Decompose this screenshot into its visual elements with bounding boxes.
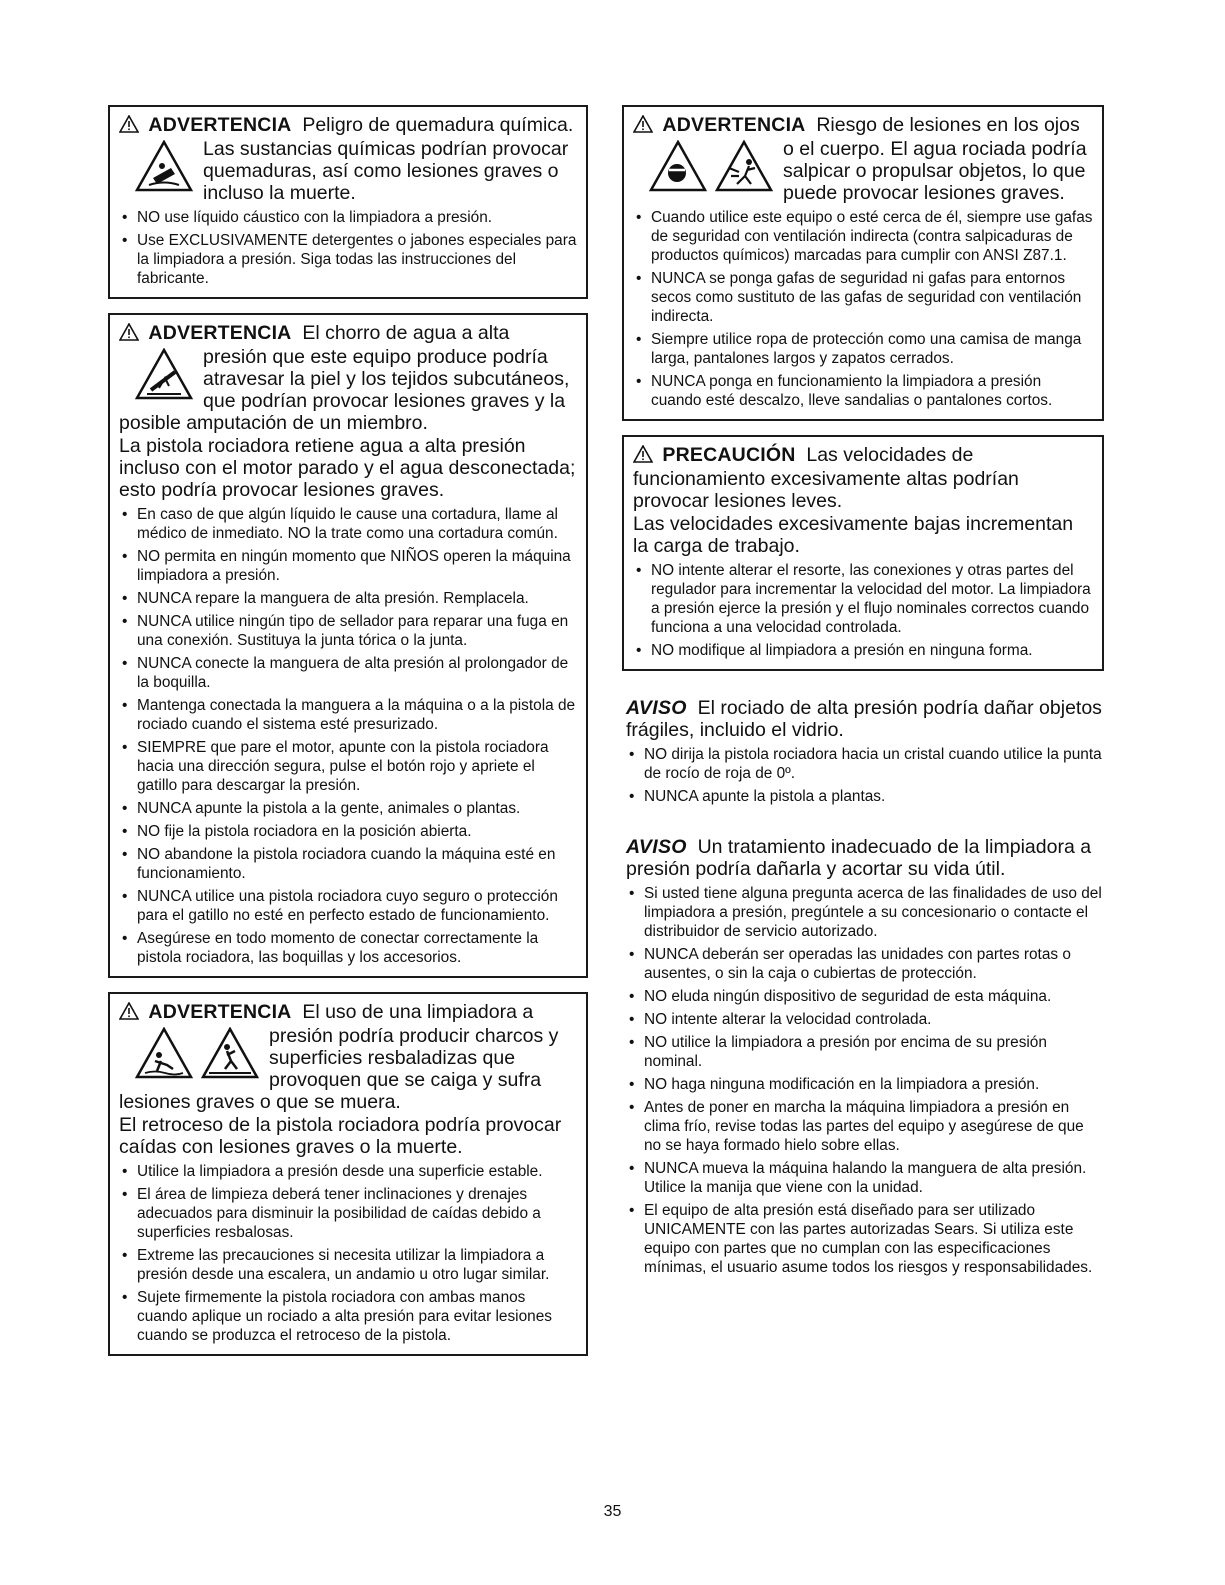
- fall-hazard-icon: [201, 1027, 259, 1079]
- chemical-burn-icon: [135, 140, 193, 192]
- notice-list: [626, 884, 1104, 1277]
- list-item: • Use EXCLUSIVAMENTE detergentes o jabones especiales para la limpiadora a presión. Siga todas las instrucciones del fabricante.: [119, 231, 577, 288]
- list-item: • NUNCA ponga en funcionamiento la limpiadora a presión cuando esté descalzo, lleve sandalias o pantalones cortos.: [633, 372, 1093, 410]
- notice-fragile-objects: [626, 697, 1104, 806]
- signal-word: PRECAUCIÓN: [662, 444, 796, 466]
- warning-list: [633, 208, 1093, 410]
- list-item: • Si usted tiene alguna pregunta acerca de las finalidades de uso del limpiadora a presión, pregúntele a su concesionario o contacte el distribuidor de servicio autorizado.: [626, 884, 1104, 941]
- list-item: • NUNCA apunte la pistola a plantas.: [626, 787, 1104, 806]
- warning-high-pressure-jet: [108, 313, 588, 978]
- list-item: • NO intente alterar la velocidad controlada.: [626, 1010, 1104, 1029]
- caution-title: Las velocidades de: [806, 444, 974, 466]
- list-item: • El área de limpieza deberá tener inclinaciones y drenajes adecuados para disminuir la posibilidad de caídas debido a superficies resbalosas.: [119, 1185, 577, 1242]
- hazard-icons: [135, 348, 193, 400]
- warning-list: [119, 208, 577, 288]
- list-item: • Siempre utilice ropa de protección como una camisa de manga larga, pantalones largos y zapatos cerrados.: [633, 330, 1093, 368]
- list-item: • NO abandone la pistola rociadora cuando la máquina esté en funcionamiento.: [119, 845, 577, 883]
- warning-paragraph: La pistola rociadora retiene agua a alta presión incluso con el motor parado y el agua desconectada; esto podría provocar lesiones graves.: [119, 435, 576, 501]
- notice-title: Un tratamiento inadecuado de la limpiadora a presión podría dañarla y acortar su vida útil.: [626, 836, 1092, 880]
- hazard-icons: [135, 1027, 259, 1079]
- warning-header: [119, 1001, 577, 1025]
- list-item: • NO eluda ningún dispositivo de seguridad de esta máquina.: [626, 987, 1104, 1006]
- warning-triangle-icon: [119, 1002, 139, 1025]
- list-item: • NO utilice la limpiadora a presión por encima de su presión nominal.: [626, 1033, 1104, 1071]
- list-item: • Asegúrese en todo momento de conectar correctamente la pistola rociadora, las boquillas y los accesorios.: [119, 929, 577, 967]
- list-item: • NO fije la pistola rociadora en la posición abierta.: [119, 822, 577, 841]
- list-item: • Cuando utilice este equipo o esté cerca de él, siempre use gafas de seguridad con ventilación indirecta (contra salpicaduras de productos químicos) marcadas para cumplir con ANSI Z87.1.: [633, 208, 1093, 265]
- notice-title: El rociado de alta presión podría dañar objetos frágiles, incluido el vidrio.: [626, 697, 1102, 741]
- warning-text: presión que este equipo produce podría atravesar la piel y los tejidos subcutáneos, que podrían provocar lesiones graves y la posible amputación de un miembro.: [119, 346, 570, 434]
- warning-list: [119, 1162, 577, 1345]
- right-column: [622, 105, 1104, 1281]
- warning-triangle-icon: [633, 115, 653, 138]
- warning-slippery-surfaces: [108, 992, 588, 1356]
- left-column: [108, 105, 588, 1370]
- warning-text: o el cuerpo. El agua rociada podría salpicar o propulsar objetos, lo que puede provocar lesiones graves.: [783, 138, 1087, 204]
- list-item: • Extreme las precauciones si necesita utilizar la limpiadora a presión desde una escalera, un andamio u otro lugar similar.: [119, 1246, 577, 1284]
- list-item: • NUNCA conecte la manguera de alta presión al prolongador de la boquilla.: [119, 654, 577, 692]
- notice-list: [626, 745, 1104, 806]
- caution-header: [633, 444, 1093, 468]
- warning-title: El chorro de agua a alta: [302, 322, 510, 344]
- list-item: • NUNCA utilice ningún tipo de sellador para reparar una fuga en una conexión. Sustituya la junta tórica o la junta.: [119, 612, 577, 650]
- list-item: • NO modifique al limpiadora a presión en ninguna forma.: [633, 641, 1093, 660]
- warning-title: Peligro de quemadura química.: [302, 114, 574, 136]
- list-item: • NUNCA deberán ser operadas las unidades con partes rotas o ausentes, o sin la caja o cubiertas de protección.: [626, 945, 1104, 983]
- list-item: • NUNCA mueva la máquina halando la manguera de alta presión. Utilice la manija que viene con la unidad.: [626, 1159, 1104, 1197]
- list-item: • NUNCA repare la manguera de alta presión. Remplacela.: [119, 589, 577, 608]
- warning-title: Riesgo de lesiones en los ojos: [816, 114, 1080, 136]
- signal-word: ADVERTENCIA: [148, 1001, 292, 1023]
- list-item: • NO permita en ningún momento que NIÑOS operen la máquina limpiadora a presión.: [119, 547, 577, 585]
- list-item: • NUNCA apunte la pistola a la gente, animales o plantas.: [119, 799, 577, 818]
- list-item: • NO use líquido cáustico con la limpiadora a presión.: [119, 208, 577, 227]
- signal-word: AVISO: [626, 836, 687, 858]
- hazard-icons: [649, 140, 773, 192]
- warning-header: [633, 114, 1093, 138]
- injection-injury-icon: [135, 348, 193, 400]
- caution-speed: [622, 435, 1104, 671]
- list-item: • NUNCA se ponga gafas de seguridad ni gafas para entornos secos como sustituto de las gafas de seguridad con ventilación indirecta.: [633, 269, 1093, 326]
- list-item: • NO dirija la pistola rociadora hacia un cristal cuando utilice la punta de rocío de roja de 0º.: [626, 745, 1104, 783]
- signal-word: ADVERTENCIA: [662, 114, 806, 136]
- warning-paragraph: El retroceso de la pistola rociadora podría provocar caídas con lesiones graves o la muerte.: [119, 1114, 562, 1158]
- list-item: • Antes de poner en marcha la máquina limpiadora a presión en clima frío, revise todas las partes del equipo y asegúrese de que no se haya formado hielo sobre ellas.: [626, 1098, 1104, 1155]
- list-item: • SIEMPRE que pare el motor, apunte con la pistola rociadora hacia una dirección segura, pulse el botón rojo y apriete el gatillo para descargar la presión.: [119, 738, 577, 795]
- list-item: • NO intente alterar el resorte, las conexiones y otras partes del regulador para incrementar la velocidad del motor. La limpiadora a presión ejerce la presión y el flujo nominales correctos cuando funciona a una velocidad controlada.: [633, 561, 1093, 637]
- warning-triangle-icon: [119, 115, 139, 138]
- list-item: • Utilice la limpiadora a presión desde una superficie estable.: [119, 1162, 577, 1181]
- signal-word: AVISO: [626, 697, 687, 719]
- notice-improper-treatment: [626, 836, 1104, 1277]
- warning-triangle-icon: [633, 445, 653, 468]
- list-item: • El equipo de alta presión está diseñado para ser utilizado UNICAMENTE con las partes autorizadas Sears. Si utiliza este equipo con partes que no cumplan con las especificaciones mínimas, el usuario asume todos los riesgos y responsabilidades.: [626, 1201, 1104, 1277]
- list-item: • Sujete firmemente la pistola rociadora con ambas manos cuando aplique un rociado a alta presión para evitar lesiones cuando se produzca el retroceso de la pistola.: [119, 1288, 577, 1345]
- signal-word: ADVERTENCIA: [148, 322, 292, 344]
- list-item: • NO haga ninguna modificación en la limpiadora a presión.: [626, 1075, 1104, 1094]
- warning-text: presión podría producir charcos y superficies resbaladizas que provoquen que se caiga y sufra lesiones graves o que se muera.: [119, 1025, 559, 1113]
- caution-text: funcionamiento excesivamente altas podrían provocar lesiones leves.: [633, 468, 1019, 512]
- warning-title: El uso de una limpiadora a: [302, 1001, 534, 1023]
- warning-text: Las sustancias químicas podrían provocar quemaduras, así como lesiones graves o incluso la muerte.: [203, 138, 569, 204]
- list-item: • En caso de que algún líquido le cause una cortadura, llame al médico de inmediato. NO la trate como una cortadura común.: [119, 505, 577, 543]
- list-item: • Mantenga conectada la manguera a la máquina o a la pistola de rociado cuando el sistema esté presurizado.: [119, 696, 577, 734]
- list-item: • NUNCA utilice una pistola rociadora cuyo seguro o protección para el gatillo no esté en perfecto estado de funcionamiento.: [119, 887, 577, 925]
- warning-list: [119, 505, 577, 967]
- warning-triangle-icon: [119, 323, 139, 346]
- notice-header: [626, 697, 1104, 741]
- signal-word: ADVERTENCIA: [148, 114, 292, 136]
- slippery-surface-icon: [135, 1027, 193, 1079]
- page-number: 35: [603, 1503, 622, 1520]
- warning-chemical-burn: [108, 105, 588, 299]
- warning-header: [119, 114, 577, 138]
- caution-list: [633, 561, 1093, 660]
- hazard-icons: [135, 140, 193, 192]
- caution-paragraph: Las velocidades excesivamente bajas incrementan la carga de trabajo.: [633, 513, 1074, 557]
- warning-eye-injury: [622, 105, 1104, 421]
- flying-object-icon: [715, 140, 773, 192]
- warning-header: [119, 322, 577, 346]
- eye-protection-icon: [649, 140, 707, 192]
- notice-header: [626, 836, 1104, 880]
